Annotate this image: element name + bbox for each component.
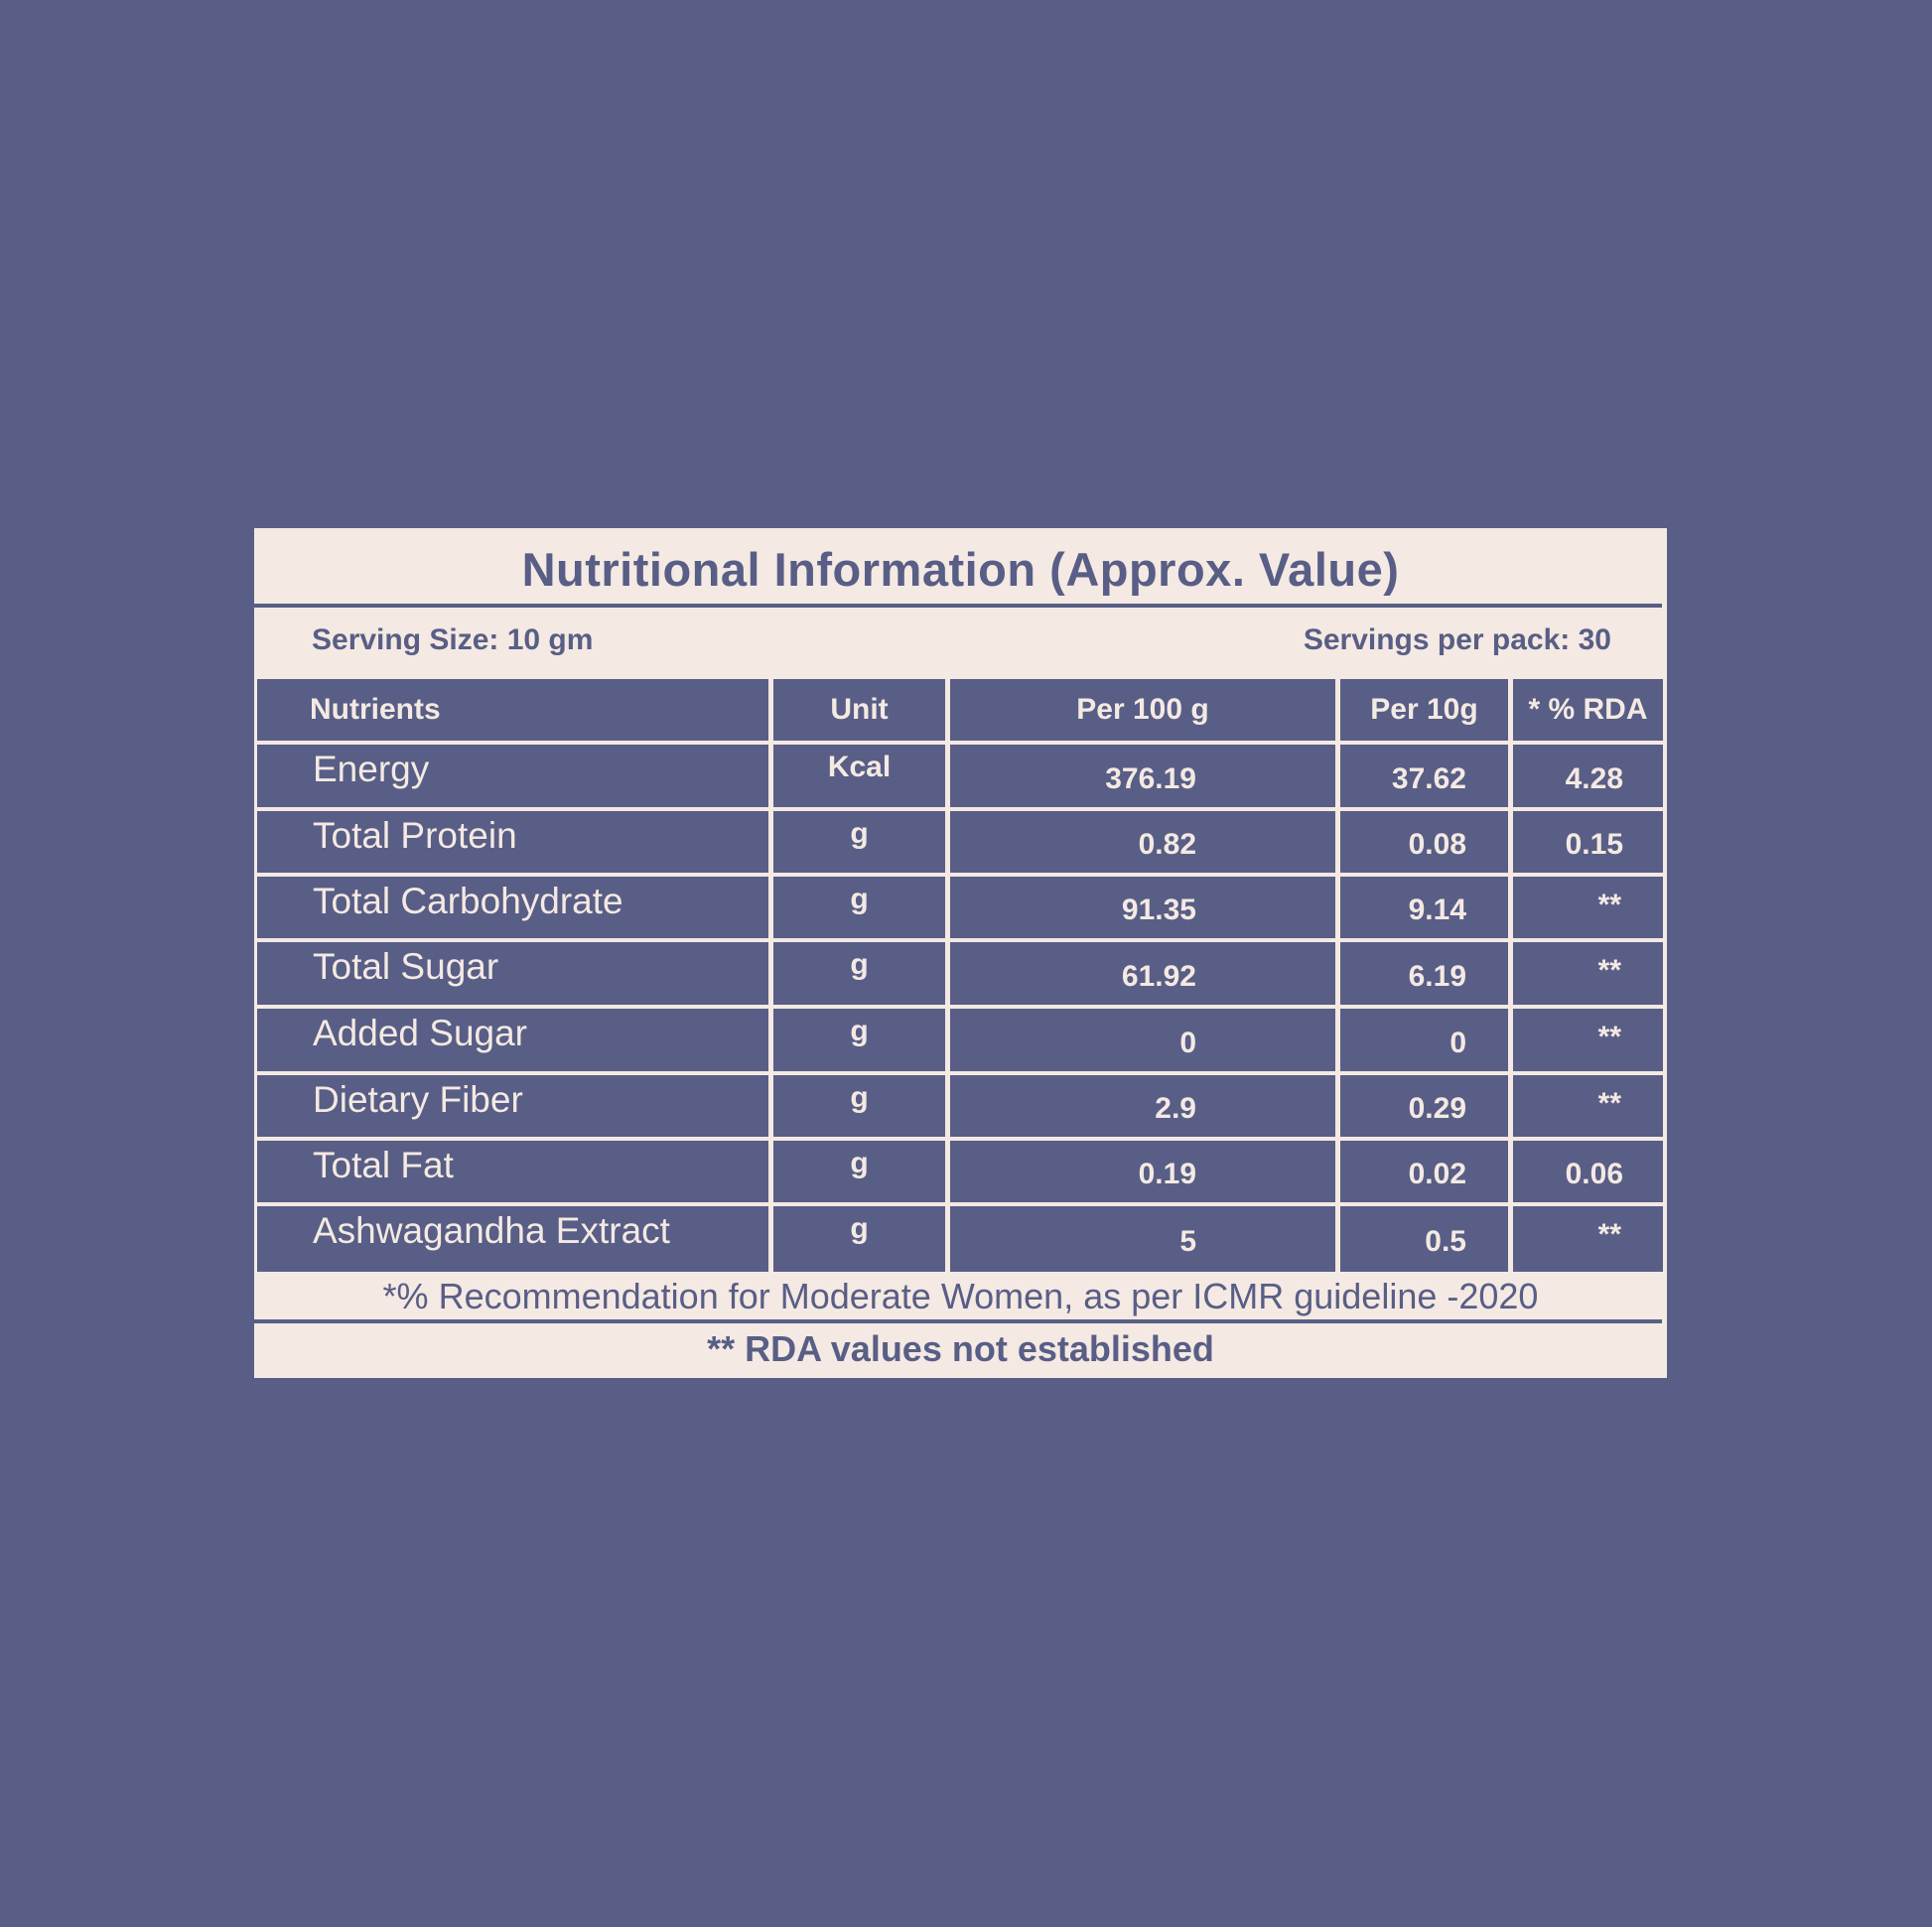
header-rda: * % RDA bbox=[1513, 679, 1663, 741]
label-title: Nutritional Information (Approx. Value) bbox=[521, 543, 1400, 596]
nutrition-table bbox=[257, 679, 1665, 1272]
serving-size: Serving Size: 10 gm bbox=[312, 623, 594, 656]
cell-unit: Kcal bbox=[773, 745, 945, 807]
footnote-rda-not-established: ** RDA values not established bbox=[707, 1328, 1214, 1369]
cell-per-10g: 0.5 bbox=[1340, 1206, 1508, 1272]
header-per-10g: Per 10g bbox=[1340, 679, 1508, 741]
footnote-rda-basis: *% Recommendation for Moderate Women, as per ICMR guideline -2020 bbox=[382, 1276, 1539, 1316]
servings-per-pack: Servings per pack: 30 bbox=[1303, 623, 1611, 656]
header-unit: Unit bbox=[773, 679, 945, 741]
cell-rda: ** bbox=[1513, 877, 1663, 938]
cell-per-100g: 0 bbox=[950, 1009, 1335, 1071]
cell-rda: ** bbox=[1513, 1009, 1663, 1071]
cell-rda: 0.06 bbox=[1513, 1141, 1663, 1202]
cell-unit: g bbox=[773, 942, 945, 1005]
title-divider bbox=[254, 604, 1662, 608]
cell-per-10g: 0 bbox=[1340, 1009, 1508, 1071]
cell-nutrient: Total Protein bbox=[257, 811, 768, 873]
cell-nutrient: Dietary Fiber bbox=[257, 1075, 768, 1137]
cell-rda: 4.28 bbox=[1513, 745, 1663, 807]
cell-per-100g: 0.19 bbox=[950, 1141, 1335, 1202]
cell-per-10g: 0.02 bbox=[1340, 1141, 1508, 1202]
cell-per-100g: 2.9 bbox=[950, 1075, 1335, 1137]
header-nutrient: Nutrients bbox=[257, 679, 768, 741]
cell-per-100g: 91.35 bbox=[950, 877, 1335, 938]
cell-rda: ** bbox=[1513, 942, 1663, 1005]
cell-unit: g bbox=[773, 877, 945, 938]
cell-unit: g bbox=[773, 811, 945, 873]
cell-rda: ** bbox=[1513, 1075, 1663, 1137]
cell-per-10g: 9.14 bbox=[1340, 877, 1508, 938]
cell-per-10g: 0.08 bbox=[1340, 811, 1508, 873]
cell-unit: g bbox=[773, 1009, 945, 1071]
cell-nutrient: Added Sugar bbox=[257, 1009, 768, 1071]
cell-nutrient: Total Carbohydrate bbox=[257, 877, 768, 938]
header-per-100g: Per 100 g bbox=[950, 679, 1335, 741]
cell-per-10g: 0.29 bbox=[1340, 1075, 1508, 1137]
cell-nutrient: Energy bbox=[257, 745, 768, 807]
cell-per-10g: 6.19 bbox=[1340, 942, 1508, 1005]
cell-nutrient: Total Fat bbox=[257, 1141, 768, 1202]
cell-per-100g: 376.19 bbox=[950, 745, 1335, 807]
cell-nutrient: Ashwagandha Extract bbox=[257, 1206, 768, 1272]
cell-unit: g bbox=[773, 1075, 945, 1137]
cell-per-100g: 61.92 bbox=[950, 942, 1335, 1005]
cell-unit: g bbox=[773, 1206, 945, 1272]
cell-nutrient: Total Sugar bbox=[257, 942, 768, 1005]
footnote-divider bbox=[254, 1319, 1662, 1323]
cell-per-100g: 0.82 bbox=[950, 811, 1335, 873]
nutrition-label bbox=[254, 528, 1667, 1378]
cell-unit: g bbox=[773, 1141, 945, 1202]
cell-rda: ** bbox=[1513, 1206, 1663, 1272]
cell-rda: 0.15 bbox=[1513, 811, 1663, 873]
cell-per-10g: 37.62 bbox=[1340, 745, 1508, 807]
cell-per-100g: 5 bbox=[950, 1206, 1335, 1272]
